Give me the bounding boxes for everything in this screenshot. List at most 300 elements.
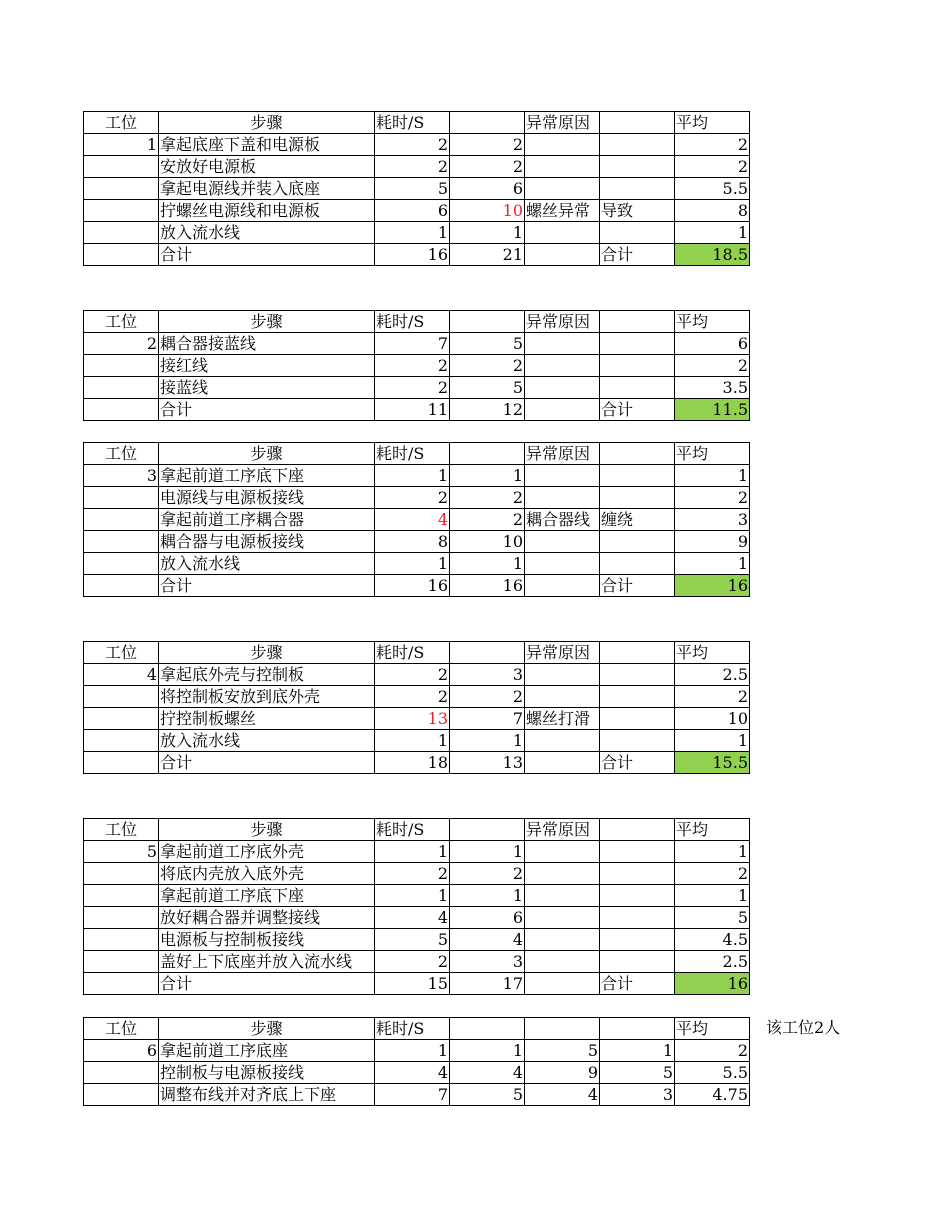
total-label-2[interactable]: 合计 bbox=[600, 752, 675, 774]
step-cell[interactable]: 拿起前道工序底下座 bbox=[159, 465, 375, 487]
total-label[interactable]: 合计 bbox=[159, 752, 375, 774]
reason-cell-2[interactable] bbox=[600, 929, 675, 951]
reason-cell-2[interactable] bbox=[600, 730, 675, 752]
header-step[interactable]: 步骤 bbox=[159, 819, 375, 841]
step-cell[interactable]: 拿起前道工序底下座 bbox=[159, 885, 375, 907]
time-cell[interactable]: 1 bbox=[375, 730, 450, 752]
reason-cell[interactable] bbox=[525, 907, 600, 929]
average-cell[interactable]: 5.5 bbox=[675, 178, 750, 200]
step-cell[interactable]: 拿起前道工序底座 bbox=[159, 1040, 375, 1062]
time-cell[interactable]: 2 bbox=[375, 156, 450, 178]
time-cell[interactable]: 2 bbox=[375, 863, 450, 885]
header-average[interactable]: 平均 bbox=[675, 642, 750, 664]
header-time-2[interactable] bbox=[450, 1018, 525, 1040]
average-cell[interactable]: 1 bbox=[675, 465, 750, 487]
average-cell[interactable]: 9 bbox=[675, 531, 750, 553]
average-cell[interactable]: 1 bbox=[675, 730, 750, 752]
average-cell[interactable]: 2.5 bbox=[675, 664, 750, 686]
time-cell[interactable]: 2 bbox=[375, 951, 450, 973]
time-cell-2[interactable]: 5 bbox=[450, 377, 525, 399]
header-station[interactable]: 工位 bbox=[84, 443, 159, 465]
table-row bbox=[84, 1040, 750, 1062]
total-average[interactable]: 18.5 bbox=[675, 244, 750, 266]
header-station[interactable]: 工位 bbox=[84, 642, 159, 664]
table-row bbox=[84, 134, 750, 156]
reason-cell[interactable] bbox=[525, 664, 600, 686]
table-row bbox=[84, 686, 750, 708]
header-step[interactable]: 步骤 bbox=[159, 311, 375, 333]
step-cell[interactable]: 拿起前道工序底外壳 bbox=[159, 841, 375, 863]
time-cell-4[interactable]: 3 bbox=[600, 1084, 675, 1106]
header-reason-2[interactable] bbox=[600, 819, 675, 841]
reason-cell[interactable] bbox=[525, 178, 600, 200]
time-cell-anomaly[interactable]: 13 bbox=[375, 708, 450, 730]
reason-cell[interactable] bbox=[525, 465, 600, 487]
header-average[interactable]: 平均 bbox=[675, 112, 750, 134]
station-cell[interactable] bbox=[84, 178, 159, 200]
time-cell[interactable]: 2 bbox=[375, 664, 450, 686]
time-cell-2[interactable]: 1 bbox=[450, 553, 525, 575]
reason-cell-2[interactable] bbox=[600, 841, 675, 863]
header-reason-2[interactable] bbox=[600, 311, 675, 333]
header-step[interactable]: 步骤 bbox=[159, 443, 375, 465]
time-cell-2[interactable]: 1 bbox=[450, 841, 525, 863]
reason-cell-2[interactable] bbox=[600, 531, 675, 553]
header-step[interactable]: 步骤 bbox=[159, 642, 375, 664]
step-cell[interactable]: 将底内壳放入底外壳 bbox=[159, 863, 375, 885]
average-cell[interactable]: 2 bbox=[675, 686, 750, 708]
reason-cell-2[interactable] bbox=[600, 885, 675, 907]
total-label-2[interactable]: 合计 bbox=[600, 399, 675, 421]
station-cell[interactable] bbox=[84, 1062, 159, 1084]
reason-cell[interactable] bbox=[525, 885, 600, 907]
time-cell[interactable]: 1 bbox=[375, 553, 450, 575]
time-cell-4[interactable]: 1 bbox=[600, 1040, 675, 1062]
time-cell-2[interactable]: 1 bbox=[450, 222, 525, 244]
station-cell[interactable] bbox=[84, 863, 159, 885]
total-label-2[interactable]: 合计 bbox=[600, 575, 675, 597]
header-step[interactable]: 步骤 bbox=[159, 112, 375, 134]
total-average[interactable]: 16 bbox=[675, 973, 750, 995]
average-cell[interactable]: 2 bbox=[675, 156, 750, 178]
header-station[interactable]: 工位 bbox=[84, 819, 159, 841]
table-row bbox=[84, 863, 750, 885]
average-cell[interactable]: 1 bbox=[675, 885, 750, 907]
total-label[interactable]: 合计 bbox=[159, 399, 375, 421]
time-cell-2[interactable]: 2 bbox=[450, 487, 525, 509]
header-step[interactable]: 步骤 bbox=[159, 1018, 375, 1040]
time-cell-2[interactable]: 10 bbox=[450, 531, 525, 553]
reason-cell-2[interactable] bbox=[600, 134, 675, 156]
time-cell[interactable]: 7 bbox=[375, 1084, 450, 1106]
header-time-3[interactable] bbox=[525, 1018, 600, 1040]
reason-cell[interactable] bbox=[525, 222, 600, 244]
step-cell[interactable]: 放入流水线 bbox=[159, 222, 375, 244]
total-time-2[interactable]: 21 bbox=[450, 244, 525, 266]
station-cell[interactable] bbox=[84, 730, 159, 752]
table-row bbox=[84, 553, 750, 575]
reason-cell[interactable] bbox=[525, 575, 600, 597]
header-average[interactable]: 平均 bbox=[675, 819, 750, 841]
header-time-2[interactable] bbox=[450, 443, 525, 465]
total-row bbox=[84, 244, 750, 266]
table-row bbox=[84, 465, 750, 487]
header-time[interactable]: 耗时/S bbox=[375, 311, 450, 333]
time-cell-2[interactable]: 2 bbox=[450, 355, 525, 377]
time-cell-2[interactable]: 4 bbox=[450, 929, 525, 951]
reason-cell-2[interactable] bbox=[600, 708, 675, 730]
station-cell[interactable]: 1 bbox=[84, 134, 159, 156]
time-cell-2[interactable]: 6 bbox=[450, 178, 525, 200]
total-time[interactable]: 15 bbox=[375, 973, 450, 995]
step-cell[interactable]: 接蓝线 bbox=[159, 377, 375, 399]
header-row bbox=[84, 642, 750, 664]
time-cell[interactable]: 1 bbox=[375, 222, 450, 244]
station-cell[interactable] bbox=[84, 686, 159, 708]
time-cell-2[interactable]: 5 bbox=[450, 1084, 525, 1106]
reason-cell[interactable] bbox=[525, 355, 600, 377]
reason-cell-2[interactable]: 缠绕 bbox=[600, 509, 675, 531]
time-cell-2[interactable]: 3 bbox=[450, 951, 525, 973]
step-cell[interactable]: 放入流水线 bbox=[159, 553, 375, 575]
total-label[interactable]: 合计 bbox=[159, 973, 375, 995]
time-cell-3[interactable]: 9 bbox=[525, 1062, 600, 1084]
station-table-1 bbox=[83, 111, 750, 266]
table-row bbox=[84, 200, 750, 222]
station-6-note: 该工位2人 bbox=[766, 1018, 841, 1037]
station-cell[interactable] bbox=[84, 399, 159, 421]
time-cell-2[interactable]: 7 bbox=[450, 708, 525, 730]
station-cell[interactable] bbox=[84, 752, 159, 774]
reason-cell-2[interactable] bbox=[600, 377, 675, 399]
header-average[interactable]: 平均 bbox=[675, 311, 750, 333]
station-cell[interactable] bbox=[84, 907, 159, 929]
header-time-2[interactable] bbox=[450, 819, 525, 841]
time-cell[interactable]: 1 bbox=[375, 885, 450, 907]
station-cell[interactable] bbox=[84, 222, 159, 244]
reason-cell[interactable]: 耦合器线 bbox=[525, 509, 600, 531]
total-label[interactable]: 合计 bbox=[159, 244, 375, 266]
total-average[interactable]: 11.5 bbox=[675, 399, 750, 421]
time-cell-anomaly[interactable]: 4 bbox=[375, 509, 450, 531]
reason-cell[interactable] bbox=[525, 377, 600, 399]
header-time-2[interactable] bbox=[450, 112, 525, 134]
total-time-2[interactable]: 16 bbox=[450, 575, 525, 597]
total-row bbox=[84, 399, 750, 421]
step-cell[interactable]: 放入流水线 bbox=[159, 730, 375, 752]
average-cell[interactable]: 2 bbox=[675, 863, 750, 885]
station-cell[interactable]: 5 bbox=[84, 841, 159, 863]
time-cell-2[interactable]: 1 bbox=[450, 730, 525, 752]
reason-cell-2[interactable] bbox=[600, 222, 675, 244]
reason-cell-2[interactable] bbox=[600, 686, 675, 708]
table-row bbox=[84, 377, 750, 399]
station-cell[interactable] bbox=[84, 929, 159, 951]
table-row bbox=[84, 487, 750, 509]
table-row bbox=[84, 1062, 750, 1084]
header-row bbox=[84, 311, 750, 333]
reason-cell[interactable] bbox=[525, 951, 600, 973]
station-cell[interactable]: 4 bbox=[84, 664, 159, 686]
reason-cell[interactable] bbox=[525, 730, 600, 752]
time-cell[interactable]: 5 bbox=[375, 929, 450, 951]
average-cell[interactable]: 2.5 bbox=[675, 951, 750, 973]
average-cell[interactable]: 10 bbox=[675, 708, 750, 730]
reason-cell[interactable] bbox=[525, 244, 600, 266]
time-cell[interactable]: 2 bbox=[375, 686, 450, 708]
step-cell[interactable]: 将控制板安放到底外壳 bbox=[159, 686, 375, 708]
time-cell-2[interactable]: 4 bbox=[450, 1062, 525, 1084]
header-reason[interactable]: 异常原因 bbox=[525, 819, 600, 841]
time-cell[interactable]: 1 bbox=[375, 465, 450, 487]
header-time[interactable]: 耗时/S bbox=[375, 443, 450, 465]
table-row bbox=[84, 531, 750, 553]
average-cell[interactable]: 8 bbox=[675, 200, 750, 222]
reason-cell-2[interactable]: 导致 bbox=[600, 200, 675, 222]
average-cell[interactable]: 4.75 bbox=[675, 1084, 750, 1106]
time-cell[interactable]: 2 bbox=[375, 377, 450, 399]
time-cell[interactable]: 1 bbox=[375, 1040, 450, 1062]
total-row bbox=[84, 752, 750, 774]
total-time[interactable]: 16 bbox=[375, 575, 450, 597]
total-average[interactable]: 15.5 bbox=[675, 752, 750, 774]
station-cell[interactable] bbox=[84, 509, 159, 531]
reason-cell[interactable] bbox=[525, 156, 600, 178]
time-cell-2[interactable]: 2 bbox=[450, 686, 525, 708]
header-average[interactable]: 平均 bbox=[675, 443, 750, 465]
total-row bbox=[84, 973, 750, 995]
time-cell[interactable]: 7 bbox=[375, 333, 450, 355]
total-label-2[interactable]: 合计 bbox=[600, 244, 675, 266]
average-cell[interactable]: 2 bbox=[675, 1040, 750, 1062]
station-cell[interactable] bbox=[84, 973, 159, 995]
step-cell[interactable]: 控制板与电源板接线 bbox=[159, 1062, 375, 1084]
total-row bbox=[84, 575, 750, 597]
header-reason-2[interactable] bbox=[600, 443, 675, 465]
reason-cell[interactable] bbox=[525, 863, 600, 885]
table-row bbox=[84, 664, 750, 686]
header-reason[interactable]: 异常原因 bbox=[525, 443, 600, 465]
station-table-4 bbox=[83, 641, 750, 774]
total-average[interactable]: 16 bbox=[675, 575, 750, 597]
station-cell[interactable] bbox=[84, 377, 159, 399]
station-cell[interactable] bbox=[84, 200, 159, 222]
table-row bbox=[84, 509, 750, 531]
header-station[interactable]: 工位 bbox=[84, 1018, 159, 1040]
reason-cell-2[interactable] bbox=[600, 355, 675, 377]
time-cell-2-anomaly[interactable]: 10 bbox=[450, 200, 525, 222]
station-cell[interactable] bbox=[84, 487, 159, 509]
table-row bbox=[84, 885, 750, 907]
time-cell-2[interactable]: 3 bbox=[450, 664, 525, 686]
reason-cell-2[interactable] bbox=[600, 333, 675, 355]
station-cell[interactable]: 3 bbox=[84, 465, 159, 487]
total-time-2[interactable]: 12 bbox=[450, 399, 525, 421]
step-cell[interactable]: 拿起底外壳与控制板 bbox=[159, 664, 375, 686]
table-row bbox=[84, 951, 750, 973]
reason-cell[interactable] bbox=[525, 531, 600, 553]
reason-cell-2[interactable] bbox=[600, 907, 675, 929]
time-cell-4[interactable]: 5 bbox=[600, 1062, 675, 1084]
station-cell[interactable]: 6 bbox=[84, 1040, 159, 1062]
station-cell[interactable] bbox=[84, 156, 159, 178]
reason-cell-2[interactable] bbox=[600, 553, 675, 575]
total-time[interactable]: 11 bbox=[375, 399, 450, 421]
step-cell[interactable]: 电源板与控制板接线 bbox=[159, 929, 375, 951]
time-cell[interactable]: 4 bbox=[375, 1062, 450, 1084]
station-cell[interactable]: 2 bbox=[84, 333, 159, 355]
step-cell[interactable]: 盖好上下底座并放入流水线 bbox=[159, 951, 375, 973]
table-row bbox=[84, 907, 750, 929]
total-label[interactable]: 合计 bbox=[159, 575, 375, 597]
time-cell[interactable]: 5 bbox=[375, 178, 450, 200]
reason-cell[interactable]: 螺丝异常 bbox=[525, 200, 600, 222]
total-time-2[interactable]: 17 bbox=[450, 973, 525, 995]
step-cell[interactable]: 拧控制板螺丝 bbox=[159, 708, 375, 730]
header-average[interactable]: 平均 bbox=[675, 1018, 750, 1040]
reason-cell-2[interactable] bbox=[600, 178, 675, 200]
reason-cell[interactable] bbox=[525, 973, 600, 995]
station-cell[interactable] bbox=[84, 1084, 159, 1106]
average-cell[interactable]: 1 bbox=[675, 841, 750, 863]
reason-cell[interactable] bbox=[525, 487, 600, 509]
average-cell[interactable]: 1 bbox=[675, 553, 750, 575]
table-row bbox=[84, 355, 750, 377]
average-cell[interactable]: 5 bbox=[675, 907, 750, 929]
table-row bbox=[84, 929, 750, 951]
total-time[interactable]: 18 bbox=[375, 752, 450, 774]
reason-cell[interactable] bbox=[525, 134, 600, 156]
header-time[interactable]: 耗时/S bbox=[375, 642, 450, 664]
header-station[interactable]: 工位 bbox=[84, 112, 159, 134]
reason-cell-2[interactable] bbox=[600, 863, 675, 885]
time-cell-2[interactable]: 1 bbox=[450, 885, 525, 907]
time-cell[interactable]: 1 bbox=[375, 841, 450, 863]
step-cell[interactable]: 拿起底座下盖和电源板 bbox=[159, 134, 375, 156]
time-cell-2[interactable]: 2 bbox=[450, 156, 525, 178]
station-table-2 bbox=[83, 310, 750, 421]
header-time-4[interactable] bbox=[600, 1018, 675, 1040]
total-time[interactable]: 16 bbox=[375, 244, 450, 266]
reason-cell[interactable] bbox=[525, 333, 600, 355]
reason-cell[interactable] bbox=[525, 841, 600, 863]
reason-cell[interactable] bbox=[525, 686, 600, 708]
station-cell[interactable] bbox=[84, 708, 159, 730]
table-row bbox=[84, 222, 750, 244]
header-reason[interactable]: 异常原因 bbox=[525, 311, 600, 333]
time-cell-2[interactable]: 5 bbox=[450, 333, 525, 355]
station-cell[interactable] bbox=[84, 355, 159, 377]
station-cell[interactable] bbox=[84, 575, 159, 597]
step-cell[interactable]: 接红线 bbox=[159, 355, 375, 377]
header-time[interactable]: 耗时/S bbox=[375, 112, 450, 134]
station-cell[interactable] bbox=[84, 531, 159, 553]
time-cell[interactable]: 2 bbox=[375, 487, 450, 509]
station-table-3 bbox=[83, 442, 750, 597]
average-cell[interactable]: 4.5 bbox=[675, 929, 750, 951]
station-table-6 bbox=[83, 1017, 750, 1106]
step-cell[interactable]: 拿起前道工序耦合器 bbox=[159, 509, 375, 531]
reason-cell-2[interactable] bbox=[600, 664, 675, 686]
table-row bbox=[84, 178, 750, 200]
step-cell[interactable]: 调整布线并对齐底上下座 bbox=[159, 1084, 375, 1106]
reason-cell-2[interactable] bbox=[600, 487, 675, 509]
header-time[interactable]: 耗时/S bbox=[375, 1018, 450, 1040]
station-cell[interactable] bbox=[84, 885, 159, 907]
table-row bbox=[84, 841, 750, 863]
time-cell-2[interactable]: 2 bbox=[450, 509, 525, 531]
header-reason[interactable]: 异常原因 bbox=[525, 112, 600, 134]
station-cell[interactable] bbox=[84, 553, 159, 575]
reason-cell[interactable] bbox=[525, 929, 600, 951]
average-cell[interactable]: 3 bbox=[675, 509, 750, 531]
time-cell-3[interactable]: 5 bbox=[525, 1040, 600, 1062]
total-label-2[interactable]: 合计 bbox=[600, 973, 675, 995]
header-row bbox=[84, 443, 750, 465]
time-cell[interactable]: 2 bbox=[375, 355, 450, 377]
step-cell[interactable]: 拧螺丝电源线和电源板 bbox=[159, 200, 375, 222]
average-cell[interactable]: 3.5 bbox=[675, 377, 750, 399]
time-cell-2[interactable]: 6 bbox=[450, 907, 525, 929]
time-cell[interactable]: 4 bbox=[375, 907, 450, 929]
time-cell[interactable]: 8 bbox=[375, 531, 450, 553]
step-cell[interactable]: 安放好电源板 bbox=[159, 156, 375, 178]
table-row bbox=[84, 1084, 750, 1106]
average-cell[interactable]: 2 bbox=[675, 355, 750, 377]
header-time-2[interactable] bbox=[450, 642, 525, 664]
station-cell[interactable] bbox=[84, 244, 159, 266]
reason-cell-2[interactable] bbox=[600, 156, 675, 178]
header-reason-2[interactable] bbox=[600, 642, 675, 664]
time-cell[interactable]: 6 bbox=[375, 200, 450, 222]
step-cell[interactable]: 电源线与电源板接线 bbox=[159, 487, 375, 509]
station-cell[interactable] bbox=[84, 951, 159, 973]
average-cell[interactable]: 1 bbox=[675, 222, 750, 244]
total-time-2[interactable]: 13 bbox=[450, 752, 525, 774]
reason-cell[interactable] bbox=[525, 553, 600, 575]
time-cell-3[interactable]: 4 bbox=[525, 1084, 600, 1106]
table-row bbox=[84, 333, 750, 355]
step-cell[interactable]: 放好耦合器并调整接线 bbox=[159, 907, 375, 929]
header-row bbox=[84, 1018, 750, 1040]
table-row bbox=[84, 708, 750, 730]
header-time[interactable]: 耗时/S bbox=[375, 819, 450, 841]
table-row bbox=[84, 156, 750, 178]
reason-cell-2[interactable] bbox=[600, 951, 675, 973]
reason-cell-2[interactable] bbox=[600, 465, 675, 487]
time-cell-2[interactable]: 1 bbox=[450, 1040, 525, 1062]
average-cell[interactable]: 6 bbox=[675, 333, 750, 355]
header-reason[interactable]: 异常原因 bbox=[525, 642, 600, 664]
time-cell-2[interactable]: 2 bbox=[450, 134, 525, 156]
header-time-2[interactable] bbox=[450, 311, 525, 333]
time-cell[interactable]: 2 bbox=[375, 134, 450, 156]
average-cell[interactable]: 2 bbox=[675, 487, 750, 509]
header-row bbox=[84, 819, 750, 841]
average-cell[interactable]: 2 bbox=[675, 134, 750, 156]
header-station[interactable]: 工位 bbox=[84, 311, 159, 333]
time-cell-2[interactable]: 2 bbox=[450, 863, 525, 885]
reason-cell[interactable] bbox=[525, 399, 600, 421]
step-cell[interactable]: 拿起电源线并装入底座 bbox=[159, 178, 375, 200]
step-cell[interactable]: 耦合器与电源板接线 bbox=[159, 531, 375, 553]
reason-cell[interactable] bbox=[525, 752, 600, 774]
reason-cell[interactable]: 螺丝打滑 bbox=[525, 708, 600, 730]
average-cell[interactable]: 5.5 bbox=[675, 1062, 750, 1084]
step-cell[interactable]: 耦合器接蓝线 bbox=[159, 333, 375, 355]
time-cell-2[interactable]: 1 bbox=[450, 465, 525, 487]
header-reason-2[interactable] bbox=[600, 112, 675, 134]
